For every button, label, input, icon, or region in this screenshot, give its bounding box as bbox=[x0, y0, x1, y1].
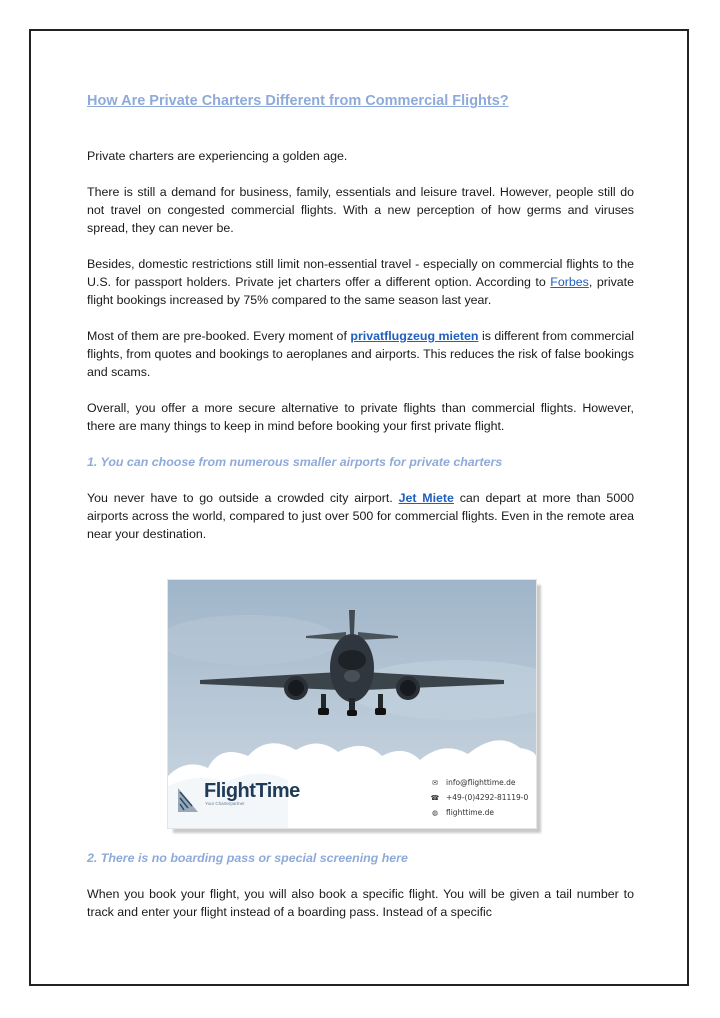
document-page bbox=[29, 29, 689, 986]
paragraph-text: Most of them are pre-booked. Every moment of bbox=[87, 329, 351, 343]
website-text: flighttime.de bbox=[446, 808, 494, 817]
paragraph-restrictions bbox=[87, 255, 634, 309]
paragraph-boarding: When you book your flight, you will also book a specific flight. You will be given a tail number to track and enter your flight instead of a boarding pass. Instead of a specific bbox=[87, 887, 634, 919]
jet-miete-link[interactable]: Jet Miete bbox=[398, 491, 454, 505]
contact-email bbox=[430, 778, 516, 787]
airplane-photo bbox=[167, 579, 537, 829]
paragraph-text: , private flight bookings increased by 75% compared to the same season last year. bbox=[87, 275, 635, 307]
paragraph-prebooked bbox=[87, 327, 634, 381]
section-heading-airports: 1. You can choose from numerous smaller airports for private charters bbox=[87, 455, 503, 469]
article-body bbox=[87, 91, 634, 543]
phone-icon: ☎ bbox=[430, 793, 440, 802]
paragraph-text: is different from commercial flights, from quotes and bookings to aeroplanes and airports. This reduces the risk of false bookings and scams. bbox=[87, 329, 634, 379]
globe-icon: ◍ bbox=[431, 808, 439, 817]
brand-name: FlightTime bbox=[204, 780, 300, 802]
phone-text: +49-(0)4292-81119-0 bbox=[446, 793, 529, 802]
paragraph-intro: Private charters are experiencing a golden age. bbox=[87, 149, 348, 163]
email-text: info@flighttime.de bbox=[446, 778, 516, 787]
promo-image bbox=[167, 579, 535, 827]
article-body-continued bbox=[87, 849, 634, 921]
contact-website bbox=[430, 808, 494, 817]
brand-tagline: Your Charterpartner bbox=[205, 801, 245, 806]
forbes-link[interactable]: Forbes bbox=[550, 275, 589, 289]
paragraph-demand: There is still a demand for business, family, essentials and leisure travel. However, people still do not travel on congested commercial flights. With a new perception of how germs and viruses spread, they can never be. bbox=[87, 185, 634, 235]
section-heading-boarding: 2. There is no boarding pass or special screening here bbox=[87, 851, 408, 865]
paragraph-overall: Overall, you offer a more secure alternative to private flights than commercial flights. However, there are many things to keep in mind before booking your first private flight. bbox=[87, 401, 634, 433]
privatflugzeug-mieten-link[interactable]: privatflugzeug mieten bbox=[350, 329, 479, 343]
mail-icon: ✉ bbox=[432, 778, 438, 787]
contact-phone bbox=[430, 793, 528, 802]
article-title: How Are Private Charters Different from Commercial Flights? bbox=[87, 93, 509, 109]
paragraph-text: You never have to go outside a crowded city airport. bbox=[87, 491, 399, 505]
paragraph-airports bbox=[87, 489, 634, 543]
paragraph-text: Besides, domestic restrictions still limit non-essential travel - especially on commercial flights to the U.S. for passport holders. Private jet charters offer a different option. According to bbox=[87, 257, 634, 289]
paragraph-text: can depart at more than 5000 airports across the world, compared to just over 500 for commercial flights. Even in the remote area near your destination. bbox=[87, 491, 634, 541]
